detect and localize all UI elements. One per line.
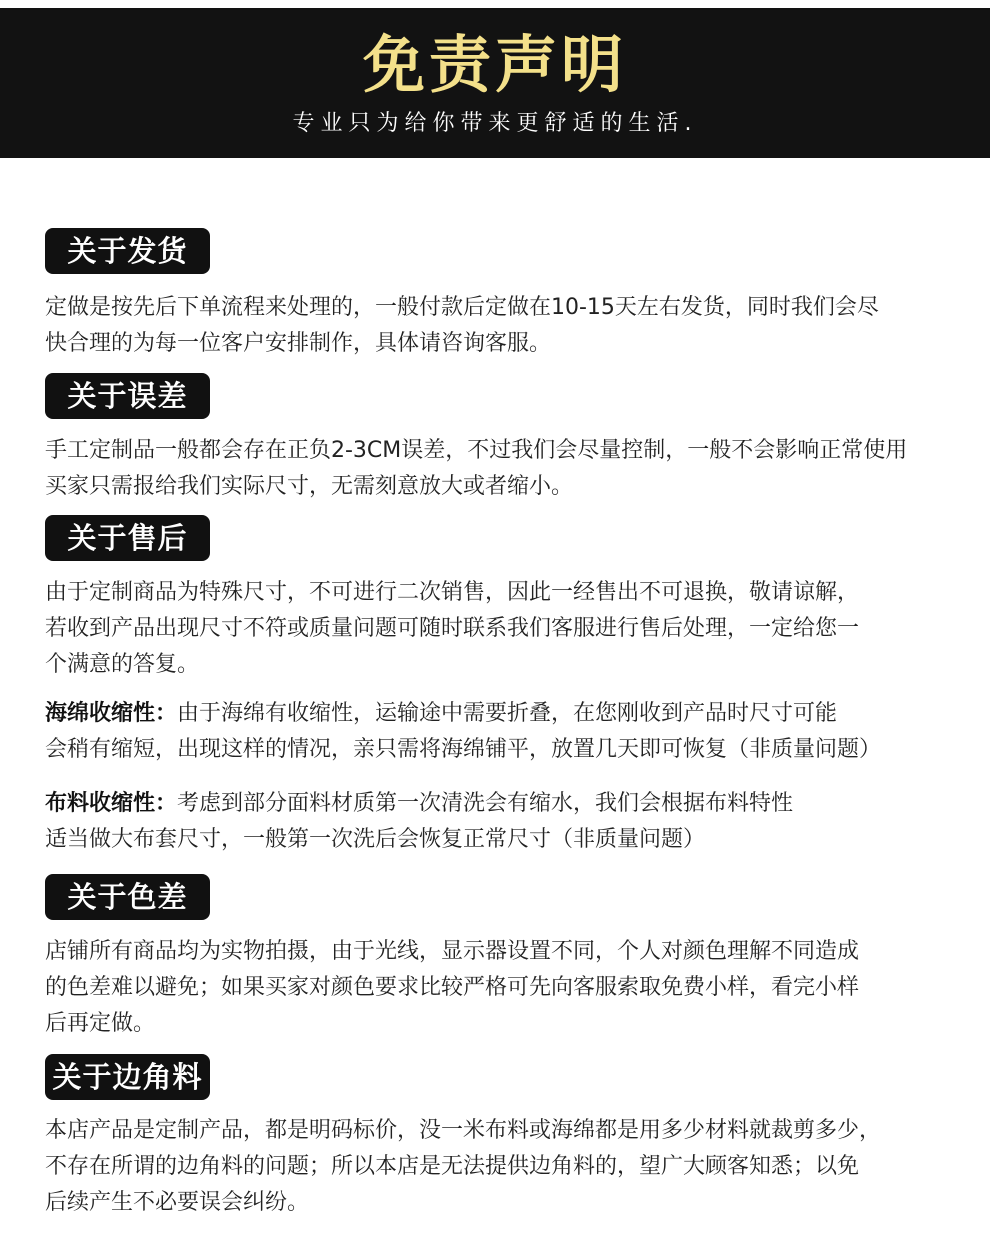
- section-text-leftovers: [45, 1113, 990, 1221]
- text-line: 手工定制品一般都会存在正负2-3CM误差，不过我们会尽量控制，一般不会影响正常使用: [45, 438, 908, 463]
- header-banner: [0, 8, 990, 158]
- text-line: 快合理的为每一位客户安排制作，具体请咨询客服。: [45, 331, 552, 356]
- text-line: 后再定做。: [45, 1011, 156, 1036]
- text-line: 由于定制商品为特殊尺寸，不可进行二次销售，因此一经售出不可退换，敬请谅解，: [45, 580, 860, 605]
- text-line: 的色差难以避免；如果买家对颜色要求比较严格可先向客服索取免费小样，看完小样: [45, 975, 860, 1000]
- section-heading-leftovers: 关于边角料: [45, 1054, 210, 1100]
- note-label: 布料收缩性：: [45, 791, 178, 816]
- page-subtitle: 专业只为给你带来更舒适的生活.: [292, 111, 698, 136]
- section-text-after-sales: [45, 575, 990, 683]
- section-heading-shipping: 关于发货: [45, 228, 210, 274]
- text-line: 店铺所有商品均为实物拍摄，由于光线，显示器设置不同，个人对颜色理解不同造成: [45, 939, 860, 964]
- note-text: 由于海绵有收缩性，运输途中需要折叠，在您刚收到产品时尺寸可能: [177, 701, 838, 726]
- text-line: 不存在所谓的边角料的问题；所以本店是无法提供边角料的，望广大顾客知悉；以免: [45, 1154, 860, 1179]
- text-line: 买家只需报给我们实际尺寸，无需刻意放大或者缩小。: [45, 474, 574, 499]
- section-heading-error: 关于误差: [45, 373, 210, 419]
- section-text-color: [45, 934, 990, 1042]
- text-line: 个满意的答复。: [45, 652, 200, 677]
- note-text: 考虑到部分面料材质第一次清洗会有缩水，我们会根据布料特性: [177, 791, 794, 816]
- section-text-error: [45, 433, 990, 505]
- note-sponge-shrinkage: [45, 696, 990, 768]
- note-label: 海绵收缩性：: [45, 701, 178, 726]
- note-text: 会稍有缩短，出现这样的情况，亲只需将海绵铺平，放置几天即可恢复（非质量问题）: [45, 737, 882, 762]
- page-title: 免责声明: [362, 28, 627, 101]
- text-line: 若收到产品出现尺寸不符或质量问题可随时联系我们客服进行售后处理，一定给您一: [45, 616, 860, 641]
- text-line: 定做是按先后下单流程来处理的，一般付款后定做在10-15天左右发货，同时我们会尽: [45, 295, 879, 320]
- section-heading-color: 关于色差: [45, 874, 210, 920]
- section-text-shipping: [45, 290, 990, 362]
- section-heading-after-sales: 关于售后: [45, 515, 210, 561]
- text-line: 后续产生不必要误会纠纷。: [45, 1190, 310, 1215]
- note-fabric-shrinkage: [45, 786, 990, 858]
- text-line: 本店产品是定制产品，都是明码标价，没一米布料或海绵都是用多少材料就裁剪多少，: [45, 1118, 882, 1143]
- note-text: 适当做大布套尺寸，一般第一次洗后会恢复正常尺寸（非质量问题）: [45, 827, 706, 852]
